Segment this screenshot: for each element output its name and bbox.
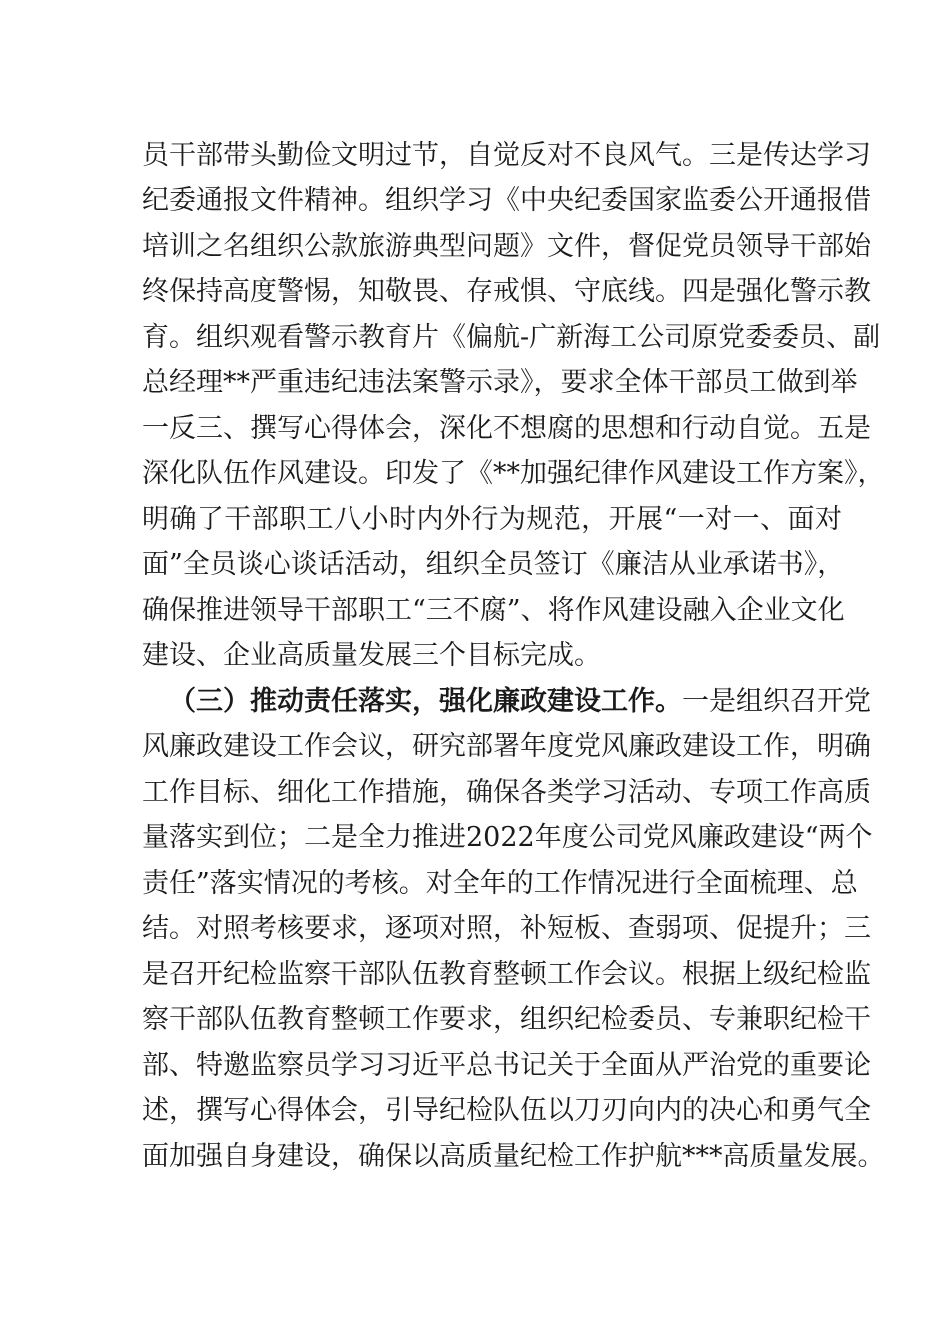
body-text-line: 培训之名组织公款旅游典型问题》文件，督促党员领导干部始 bbox=[142, 231, 871, 262]
body-text-line: 结。对照考核要求，逐项对照，补短板、查弱项、促提升；三 bbox=[142, 913, 871, 944]
body-text-line: 明确了干部职工八小时内外行为规范，开展“一对一、面对 bbox=[142, 504, 842, 535]
body-text-line: 终保持高度警惕，知敬畏、存戒惧、守底线。四是强化警示教 bbox=[142, 276, 871, 307]
body-text-run: 一是组织召开党 bbox=[682, 686, 871, 717]
body-text-line: 面”全员谈心谈话活动，组织全员签订《廉洁从业承诺书》， bbox=[142, 549, 845, 580]
body-text-line: 建设、企业高质量发展三个目标完成。 bbox=[142, 640, 601, 671]
body-text-line: 育。组织观看警示教育片《偏航-广新海工公司原党委委员、副 bbox=[142, 322, 881, 353]
section-heading: （三）推动责任落实，强化廉政建设工作。 bbox=[169, 686, 682, 717]
body-text-line: 一反三、撰写心得体会，深化不想腐的思想和行动自觉。五是 bbox=[142, 413, 871, 444]
body-text-line: 纪委通报文件精神。组织学习《中央纪委国家监委公开通报借 bbox=[142, 185, 871, 216]
body-text-line: 深化队伍作风建设。印发了《**加强纪律作风建设工作方案》， bbox=[142, 458, 885, 489]
body-text-line: 面加强自身建设，确保以高质量纪检工作护航***高质量发展。 bbox=[142, 1141, 885, 1172]
body-text-line: 部、特邀监察员学习习近平总书记关于全面从严治党的重要论 bbox=[142, 1050, 871, 1081]
body-text-line: 察干部队伍教育整顿工作要求，组织纪检委员、专兼职纪检干 bbox=[142, 1004, 871, 1035]
body-text-line: 风廉政建设工作会议，研究部署年度党风廉政建设工作，明确 bbox=[142, 731, 871, 762]
body-text-line: 述，撰写心得体会，引导纪检队伍以刀刃向内的决心和勇气全 bbox=[142, 1095, 871, 1126]
body-text-line: 是召开纪检监察干部队伍教育整顿工作会议。根据上级纪检监 bbox=[142, 959, 871, 990]
body-text-line: 量落实到位；二是全力推进2022年度公司党风廉政建设“两个 bbox=[142, 822, 873, 853]
body-text-line: 责任”落实情况的考核。对全年的工作情况进行全面梳理、总 bbox=[142, 868, 858, 899]
body-text-line: 总经理**严重违纪违法案警示录》，要求全体干部员工做到举 bbox=[142, 367, 858, 398]
body-text-line: 工作目标、细化工作措施，确保各类学习活动、专项工作高质 bbox=[142, 777, 871, 808]
body-text-line: 确保推进领导干部职工“三不腐”、将作风建设融入企业文化 bbox=[142, 595, 845, 626]
section-heading-line bbox=[142, 682, 871, 722]
body-text-line: 员干部带头勤俭文明过节，自觉反对不良风气。三是传达学习 bbox=[142, 140, 871, 171]
